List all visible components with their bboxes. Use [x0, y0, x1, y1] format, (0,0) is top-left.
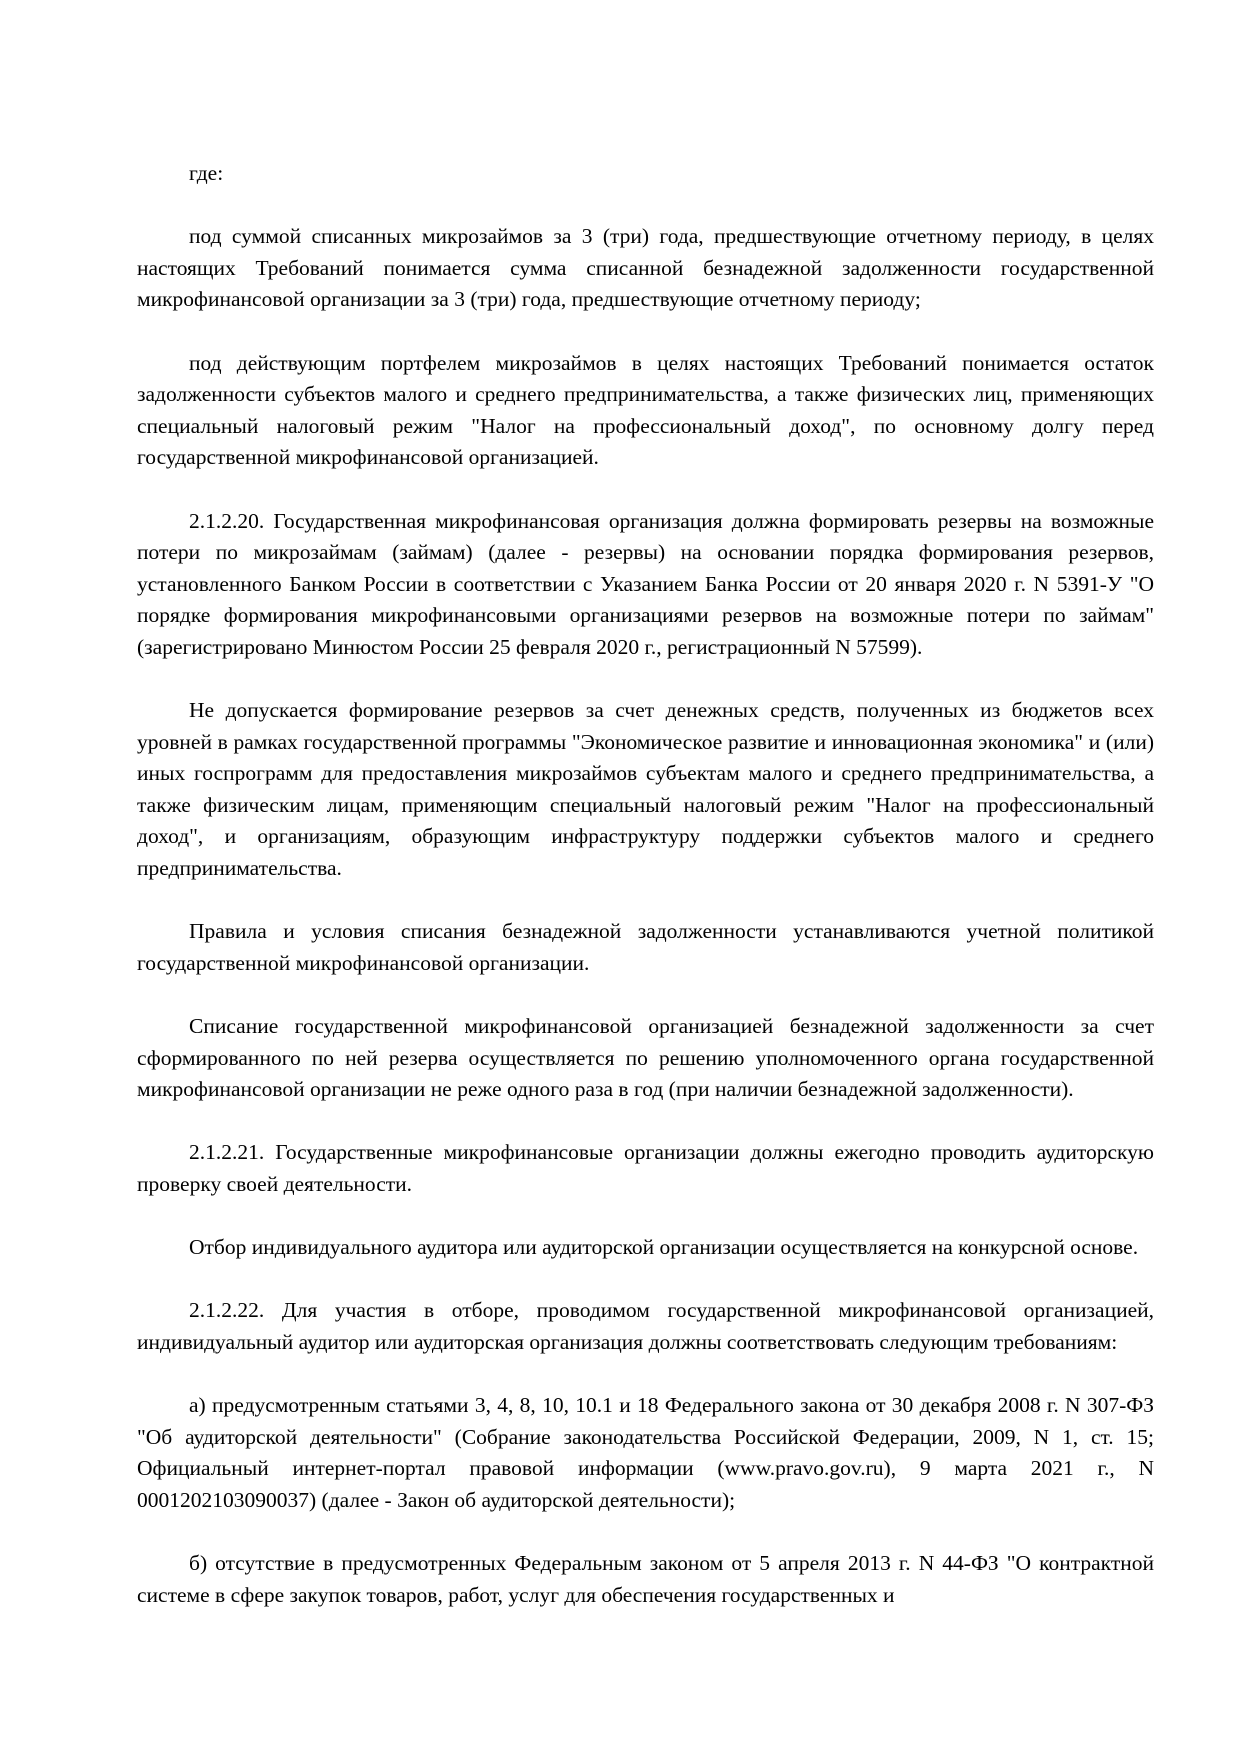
paragraph-clause-2-1-2-22: 2.1.2.22. Для участия в отборе, проводимом государственной микрофинансовой организацией, индивидуальный аудитор или аудиторская организация должны соответствовать следующим требованиям:: [137, 1298, 1154, 1354]
paragraph-requirement-a: а) предусмотренным статьями 3, 4, 8, 10, 10.1 и 18 Федерального закона от 30 декабря 2008 г. N 307-ФЗ "Об аудиторской деятельности" (Собрание законодательства Российской Федерации, 2009, N 1, ст. 15; Официальный интернет-портал правовой информации (www.pravo.gov.ru), 9 марта 2021 г., N 0001202103090037) (далее - Закон об аудиторской деятельности);: [137, 1393, 1154, 1512]
paragraph-clause-2-1-2-21: 2.1.2.21. Государственные микрофинансовые организации должны ежегодно проводить аудиторскую проверку своей деятельности.: [137, 1140, 1154, 1196]
paragraph-writeoff-rules: Правила и условия списания безнадежной задолженности устанавливаются учетной политикой государственной микрофинансовой организации.: [137, 919, 1154, 975]
paragraph-reserves-funding-prohibition: Не допускается формирование резервов за счет денежных средств, полученных из бюджетов всех уровней в рамках государственной программы "Экономическое развитие и инновационная экономика" и (или) иных госпрограмм для предоставления микрозаймов субъектам малого и среднего предпринимательства, а также физическим лицам, применяющим специальный налоговый режим "Налог на профессиональный доход", и организациям, образующим инфраструктуру поддержки субъектов малого и среднего предпринимательства.: [137, 698, 1154, 881]
document-body: [137, 158, 1154, 1611]
paragraph-clause-2-1-2-20: 2.1.2.20. Государственная микрофинансовая организация должна формировать резервы на возможные потери по микрозаймам (займам) (далее - резервы) на основании порядка формирования резервов, установленного Банком России в соответствии с Указанием Банка России от 20 января 2020 г. N 5391-У "О порядке формирования микрофинансовыми организациями резервов на возможные потери по займам" (зарегистрировано Минюстом России 25 февраля 2020 г., регистрационный N 57599).: [137, 508, 1154, 659]
paragraph-active-portfolio-definition: под действующим портфелем микрозаймов в целях настоящих Требований понимается остаток задолженности субъектов малого и среднего предпринимательства, а также физических лиц, применяющих специальный налоговый режим "Налог на профессиональный доход", по основному долгу перед государственной микрофинансовой организацией.: [137, 350, 1154, 470]
paragraph-requirement-b: б) отсутствие в предусмотренных Федеральным законом от 5 апреля 2013 г. N 44-ФЗ "О контрактной системе в сфере закупок товаров, работ, услуг для обеспечения государственных и: [137, 1551, 1154, 1607]
paragraph-gde: где:: [189, 161, 224, 185]
paragraph-written-off-microloans-definition: под суммой списанных микрозаймов за 3 (три) года, предшествующие отчетному периоду, в целях настоящих Требований понимается сумма списанной безнадежной задолженности государственной микрофинансовой организации за 3 (три) года, предшествующие отчетному периоду;: [137, 224, 1154, 312]
paragraph-auditor-selection: Отбор индивидуального аудитора или аудиторской организации осуществляется на конкурсной основе.: [189, 1235, 1139, 1260]
paragraph-writeoff-procedure: Списание государственной микрофинансовой организацией безнадежной задолженности за счет сформированного по ней резерва осуществляется по решению уполномоченного органа государственной микрофинансовой организации не реже одного раза в год (при наличии безнадежной задолженности).: [137, 1014, 1154, 1102]
